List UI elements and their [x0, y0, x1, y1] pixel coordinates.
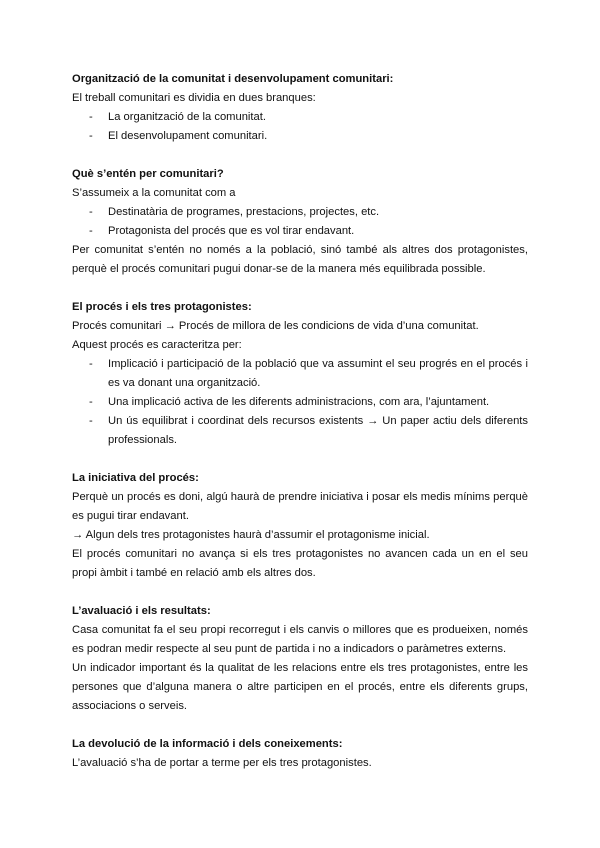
section-intro: El treball comunitari es dividia en dues branques:: [72, 92, 316, 104]
section-que-sentén: [72, 165, 528, 279]
paragraph: Perquè un procés es doni, algú haurà de prendre iniciativa i posar els medis mínims perquè es pugui tirar endavant.: [72, 491, 528, 522]
section-iniciativa: [72, 469, 528, 583]
list-item: - Implicació i participació de la població que va assumint el seu progrés en el procés i es va donant una organització.: [89, 358, 528, 389]
section-heading: La devolució de la informació i dels coneixements:: [72, 738, 343, 750]
paragraph: El procés comunitari no avança si els tres protagonistes no avancen cada un en el seu propi àmbit i també en relació amb els altres dos.: [72, 548, 528, 579]
list-item: - Un ús equilibrat i coordinat dels recursos existents → Un paper actiu dels diferents professionals.: [89, 415, 528, 446]
bullet-list: [72, 108, 528, 146]
section-intro: S’assumeix a la comunitat com a: [72, 187, 236, 199]
paragraph: Casa comunitat fa el seu propi recorregut i els canvis o millores que es produeixen, només es podran medir respecte al seu punt de partida i no a indicadors o paràmetres externs.: [72, 624, 528, 655]
section-heading: Què s’entén per comunitari?: [72, 168, 224, 180]
paragraph: → Algun dels tres protagonistes haurà d’assumir el protagonisme inicial.: [72, 529, 430, 541]
list-item: - Destinatària de programes, prestacions, projectes, etc.: [89, 206, 380, 218]
list-item: - El desenvolupament comunitari.: [89, 130, 268, 142]
paragraph: L’avaluació s’ha de portar a terme per els tres protagonistes.: [72, 757, 372, 769]
paragraph: Aquest procés es caracteritza per:: [72, 339, 242, 351]
section-heading: La iniciativa del procés:: [72, 472, 199, 484]
section-heading: Organització de la comunitat i desenvolupament comunitari:: [72, 73, 394, 85]
section-organitzacio: [72, 70, 528, 146]
paragraph: Un indicador important és la qualitat de les relacions entre els tres protagonistes, entre les persones que d’alguna manera o altre participen en el procés, entre els diferents grups, associacions o serveis.: [72, 662, 528, 712]
section-devolucio: [72, 735, 528, 773]
list-item: - La organització de la comunitat.: [89, 111, 266, 123]
section-heading: El procés i els tres protagonistes:: [72, 301, 252, 313]
section-proces-protagonistes: [72, 298, 528, 450]
bullet-list: [72, 203, 528, 241]
section-avaluacio: [72, 602, 528, 716]
list-item: - Protagonista del procés que es vol tirar endavant.: [89, 225, 355, 237]
document-content: [72, 70, 528, 792]
list-item: - Una implicació activa de les diferents administracions, com ara, l’ajuntament.: [89, 396, 490, 408]
paragraph: Per comunitat s’entén no només a la població, sinó també als altres dos protagonistes, perquè el procés comunitari pugui donar-se de la manera més equilibrada possible.: [72, 244, 528, 275]
paragraph: Procés comunitari → Procés de millora de les condicions de vida d’una comunitat.: [72, 320, 479, 332]
section-heading: L’avaluació i els resultats:: [72, 605, 211, 617]
bullet-list: [72, 355, 528, 450]
